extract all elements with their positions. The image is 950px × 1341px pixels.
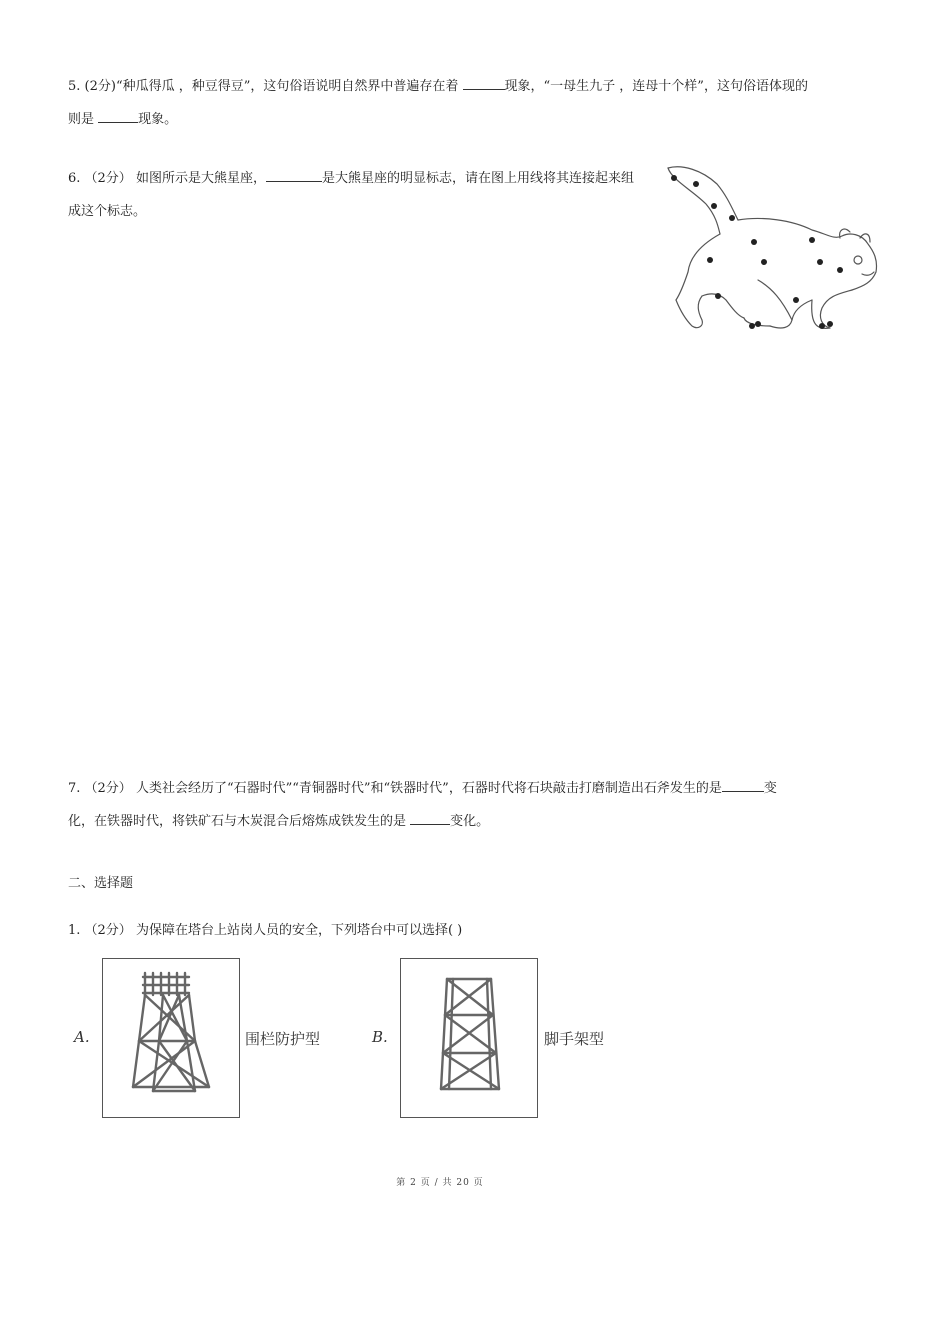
mc-question-1-stem: 1. （2分） 为保障在塔台上站岗人员的安全，下列塔台中可以选择( ) (68, 923, 463, 938)
q7-line2-prefix: 化，在铁器时代，将铁矿石与木炭混合后熔炼成铁发生的是 (68, 814, 411, 829)
question-6 (68, 162, 658, 228)
q6-suffix: 是大熊星座的明显标志，请在图上用线将其连接起来组 (321, 171, 634, 186)
question-7 (68, 772, 777, 838)
scaffold-tower-image (401, 959, 537, 1117)
answer-blank[interactable] (98, 108, 138, 123)
option-b-label: 脚手架型 (544, 1030, 605, 1048)
section-title: 二、选择题 (68, 876, 134, 891)
answer-blank[interactable] (463, 75, 505, 90)
question-5-line2 (68, 103, 808, 136)
question-6-line2: 成这个标志。 (68, 204, 147, 219)
option-b-letter[interactable]: B. (372, 1028, 388, 1046)
question-5-line1 (68, 70, 808, 103)
bear-outline-image (662, 160, 882, 340)
option-b-image[interactable] (400, 958, 538, 1118)
option-a-image[interactable] (102, 958, 240, 1118)
answer-blank[interactable] (266, 167, 322, 182)
q7-suffix: 变 (763, 781, 777, 796)
q7-line2-suffix: 变化。 (450, 814, 490, 829)
question-7-line2 (68, 805, 777, 838)
q7-prefix: 7. （2分） 人类社会经历了“石器时代”“青铜器时代”和“铁器时代”，石器时代将石块敲击打磨制造出石斧发生的是 (68, 781, 722, 796)
question-5 (68, 70, 808, 136)
q5-prefix: 5. (2分)“种瓜得瓜 ，种豆得豆”，这句俗语说明自然界中普遍存在着 (68, 79, 463, 94)
q5-line2-prefix: 则是 (68, 112, 99, 127)
question-6-line1 (68, 162, 658, 195)
q5-suffix: 现象。 (138, 112, 178, 127)
answer-blank[interactable] (722, 777, 764, 792)
fence-tower-image (103, 959, 239, 1117)
page-number: 第 2 页 / 共 20 页 (396, 1178, 484, 1188)
q6-prefix: 6. （2分） 如图所示是大熊星座， (68, 171, 266, 186)
question-7-line1 (68, 772, 777, 805)
answer-blank[interactable] (410, 810, 450, 825)
option-a-label: 围栏防护型 (245, 1030, 321, 1048)
ursa-major-figure (662, 160, 882, 340)
option-a-letter[interactable]: A. (74, 1028, 90, 1046)
q5-mid: 现象，“一母生九子 ，连母十个样”，这句俗语体现的 (504, 79, 808, 94)
